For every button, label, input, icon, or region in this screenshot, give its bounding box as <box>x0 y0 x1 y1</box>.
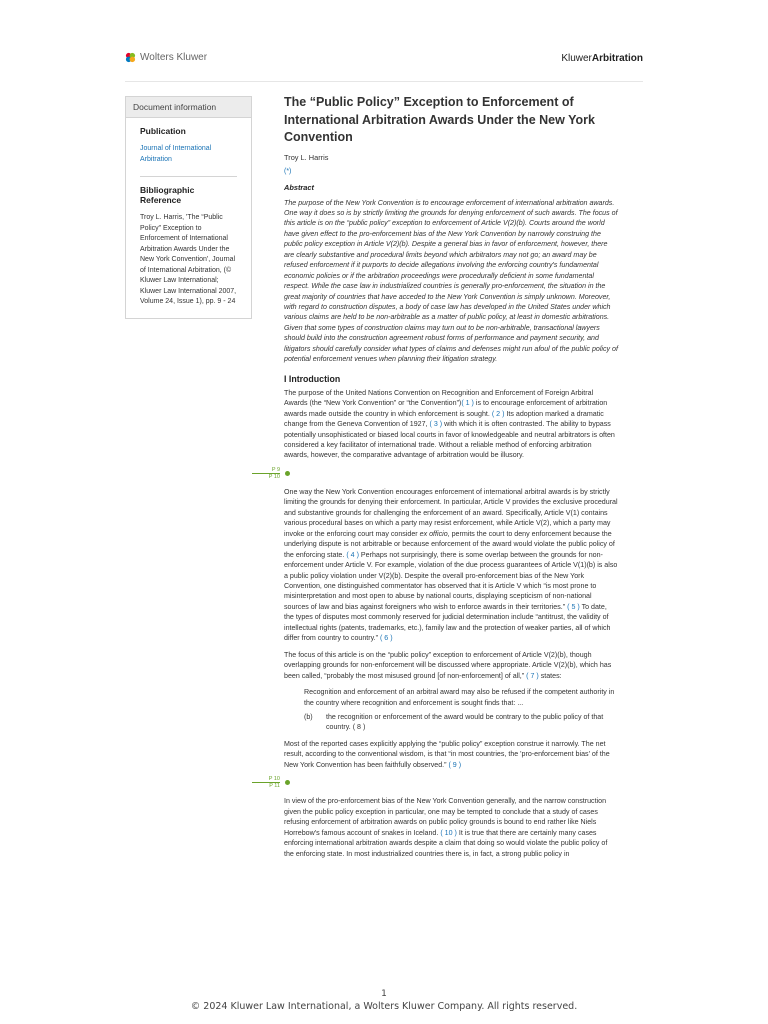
paragraph-1 <box>284 388 618 461</box>
page-break-marker <box>268 466 618 481</box>
paragraph-4 <box>284 739 618 770</box>
footnote-link-5[interactable]: ( 5 ) <box>567 602 580 611</box>
footnote-link-2[interactable]: ( 2 ) <box>491 409 505 418</box>
biblio-text: Troy L. Harris, 'The “Public Policy” Exception to Enforcement of International Arbitration Awards Under the New York Convention', Journal of International Arbitration, (© Kluwer Law International; Kluwer Law International 2007, Volume 24, Issue 1), pp. 9 - 24 <box>140 214 237 305</box>
text-span: To date, the types of disputes most commonly reserved for judicial determination include “antitrust, the validity of intellectual rights (patents, trademarks, etc.), family law and the protection of weaker parties, all of which differ from country to country.” <box>284 602 611 643</box>
brand-prefix: Kluwer <box>561 53 592 64</box>
document-info-panel <box>125 96 252 319</box>
wolters-kluwer-logo[interactable] <box>125 52 207 63</box>
footnote-link-10[interactable]: ( 10 ) <box>440 828 457 837</box>
section-heading: I Introduction <box>284 373 341 384</box>
text-span: with which it is often contrasted. The ability to bypass potentially unsophisticated or biased local courts in favor of knowledgeable and neutral arbitrators is often considered a key facilitator of international trade. Without a reliable method of enforcing arbitration awards, however, the comparative advantage of arbitration would be illusory. <box>284 420 615 460</box>
text-span: is to encourage enforcement of arbitration awards made outside the country in which enforcement is sought. <box>284 399 608 418</box>
publication-section <box>126 118 251 177</box>
author-footnote-link[interactable]: (*) <box>284 167 292 175</box>
abstract-heading: Abstract <box>284 182 314 192</box>
abstract-text: The purpose of the New York Convention is to encourage enforcement of international arbitration awards. One way it does so is by strictly limiting the grounds for denying enforcement of such awards. The focus of this article is on the “public policy” exception to enforcement of Article V(2)(b). Courts around the world have given effect to the pro-enforcement bias of the New York Convention by narrowly construing the public policy exception in Article V(2)(b). Despite a general bias in favor of enforcement, however, there are clearly substantive and procedural limits beyond which arbitrators may not go; an award may be refused enforcement if it purports to decide allegations involving the enforcing country's fundamental economic policies or if the arbitration proceedings were procedurally deficient in some fundamental respect. While the case law in industrialized countries is generally pro-enforcement, the situation in the great majority of countries that have acceded to the New York Convention is simply unknown. Moreover, with regard to construction disputes, a body of case law has developed in the United States under which various claims are held to be non-arbitrable as a matter of public policy, at least in domestic arbitrations. Given that some types of construction claims may turn out to be non-arbitrable, transactional lawyers should build into the construction agreement robust forms of performance and payment security, and litigators should carefully consider what types of claims and defenses might run afoul of the public policy of potential enforcement venues when planning their litigation strategy. <box>284 198 618 364</box>
publication-title: Publication <box>140 126 186 136</box>
page-break-dot-icon <box>285 780 290 785</box>
text-span: the recognition or enforcement of the award would be contrary to the public policy of that country. <box>326 712 604 732</box>
article-author: Troy L. Harris <box>284 152 329 162</box>
biblio-section <box>126 177 251 318</box>
footnote-link-1[interactable]: ( 1 ) <box>461 399 474 408</box>
page-break-marker <box>268 776 618 790</box>
text-span: , permits the court to deny enforcement because the underlying dispute is not arbitrable or because enforcement of the award would violate the public policy of the enforcing state. <box>284 529 615 559</box>
document-info-heading: Document information <box>126 97 251 118</box>
paragraph-5 <box>284 796 618 859</box>
page-header <box>125 50 643 70</box>
quote-intro: Recognition and enforcement of an arbitral award may also be refused if the competent authority in the country where recognition and enforcement is sought finds that: ... <box>304 688 615 707</box>
logo-mark-icon <box>125 52 136 63</box>
biblio-title: Bibliographic Reference <box>140 185 195 205</box>
page-number-after: P 11 <box>269 783 280 790</box>
footnote-link-9[interactable]: ( 9 ) <box>448 760 462 769</box>
page-footer <box>0 988 768 1014</box>
quote-item-text <box>326 712 618 733</box>
text-span: One way the New York Convention encourages enforcement of international arbitral awards is by strictly limiting the grounds for denying their enforcement. In particular, Article V provides the exclusive procedural and substantive grounds for challenging the enforcement of an award. Specifically, Article V(1) contains various procedural bases on which a party may resist enforcement, while Article V(2), which a party may invoke or the enforcing court may consider <box>284 487 618 538</box>
block-quote <box>304 687 618 733</box>
page-number-before: P 10 <box>268 776 280 783</box>
footnote-link-4[interactable]: ( 4 ) <box>346 550 359 559</box>
footnote-link-3[interactable]: ( 3 ) <box>429 420 443 429</box>
footnote-link-7[interactable]: ( 7 ) <box>526 671 539 680</box>
quote-item-label: (b) <box>304 712 313 721</box>
kluwer-arbitration-brand[interactable] <box>561 53 643 64</box>
publication-link[interactable]: Journal of International Arbitration <box>140 145 212 163</box>
page-number-before: P 9 <box>271 466 280 473</box>
logo-petal-yellow <box>130 57 136 63</box>
article-body <box>268 94 618 865</box>
text-span: The purpose of the United Nations Convention on Recognition and Enforcement of Foreign Arbitral Awards (the “New York Convention” or “the Convention”) <box>284 388 594 408</box>
italic-term: ex officio <box>419 529 448 538</box>
author-note-row <box>284 166 618 177</box>
header-divider <box>125 81 643 82</box>
text-span: The focus of this article is on the “public policy” exception to enforcement of Article V(2)(b), though overlapping grounds for non-enforcement will be discussed where appropriate. Article V(2)(b), which has been called, “probably the most misused ground [of non-enforcement] of all,” <box>284 650 612 680</box>
paragraph-2 <box>284 487 618 644</box>
text-span: In view of the pro-enforcement bias of the New York Convention generally, and the narrow construction given the public policy exception in particular, one may be tempted to conclude that a study of cases refusing enforcement of arbitration awards on public policy grounds is bound to end rather like Niels Horrebow's famous account of snakes in Iceland. <box>284 797 607 837</box>
text-span: states: <box>538 671 562 680</box>
page-number: 1 <box>381 989 387 999</box>
brand-suffix: Arbitration <box>591 53 643 64</box>
text-span: Perhaps not surprisingly, there is some overlap between the grounds for non-enforcement under Article V. For example, violation of the due process guarantees of Article V(1)(b) is also a public policy violation under V(2)(b). Despite the overall pro-enforcement bias of the New York Convention, one distinguished commentator has observed that it is Article V which “is most prone to misinterpretation and most open to abuse by national courts, displaying scepticism of non-national sources of law and bias against foreigners who wish to enforce awards in their territories.” <box>284 550 618 611</box>
text-span: It is true that there are certainly many cases enforcing international arbitration awards despite a claim that doing so would violate the public policy of the enforcing state. In most industrialized countries there is, in fact, a strong public policy in <box>284 828 608 858</box>
page-break-dot-icon <box>285 471 290 476</box>
logo-text: Wolters Kluwer <box>140 52 208 63</box>
copyright-notice: © 2024 Kluwer Law International, a Wolters Kluwer Company. All rights reserved. <box>190 1001 578 1012</box>
paragraph-3 <box>284 650 618 681</box>
article-title: The “Public Policy” Exception to Enforcement of International Arbitration Awards Under the New York Convention <box>284 95 595 144</box>
text-span: Its adoption marked a dramatic change from the Geneva Convention of 1927, <box>284 409 604 429</box>
page-number-after: P 10 <box>268 473 280 480</box>
quote-item <box>304 712 618 733</box>
footnote-link-8[interactable]: ( 8 ) <box>352 723 366 732</box>
text-span: Most of the reported cases explicitly applying the “public policy” exception construe it narrowly. The net result, according to the conventional wisdom, is that “in most countries, the 'pro-enforcement bias' of the New York Convention has been faithfully observed.” <box>284 739 610 769</box>
footnote-link-6[interactable]: ( 6 ) <box>379 634 393 643</box>
